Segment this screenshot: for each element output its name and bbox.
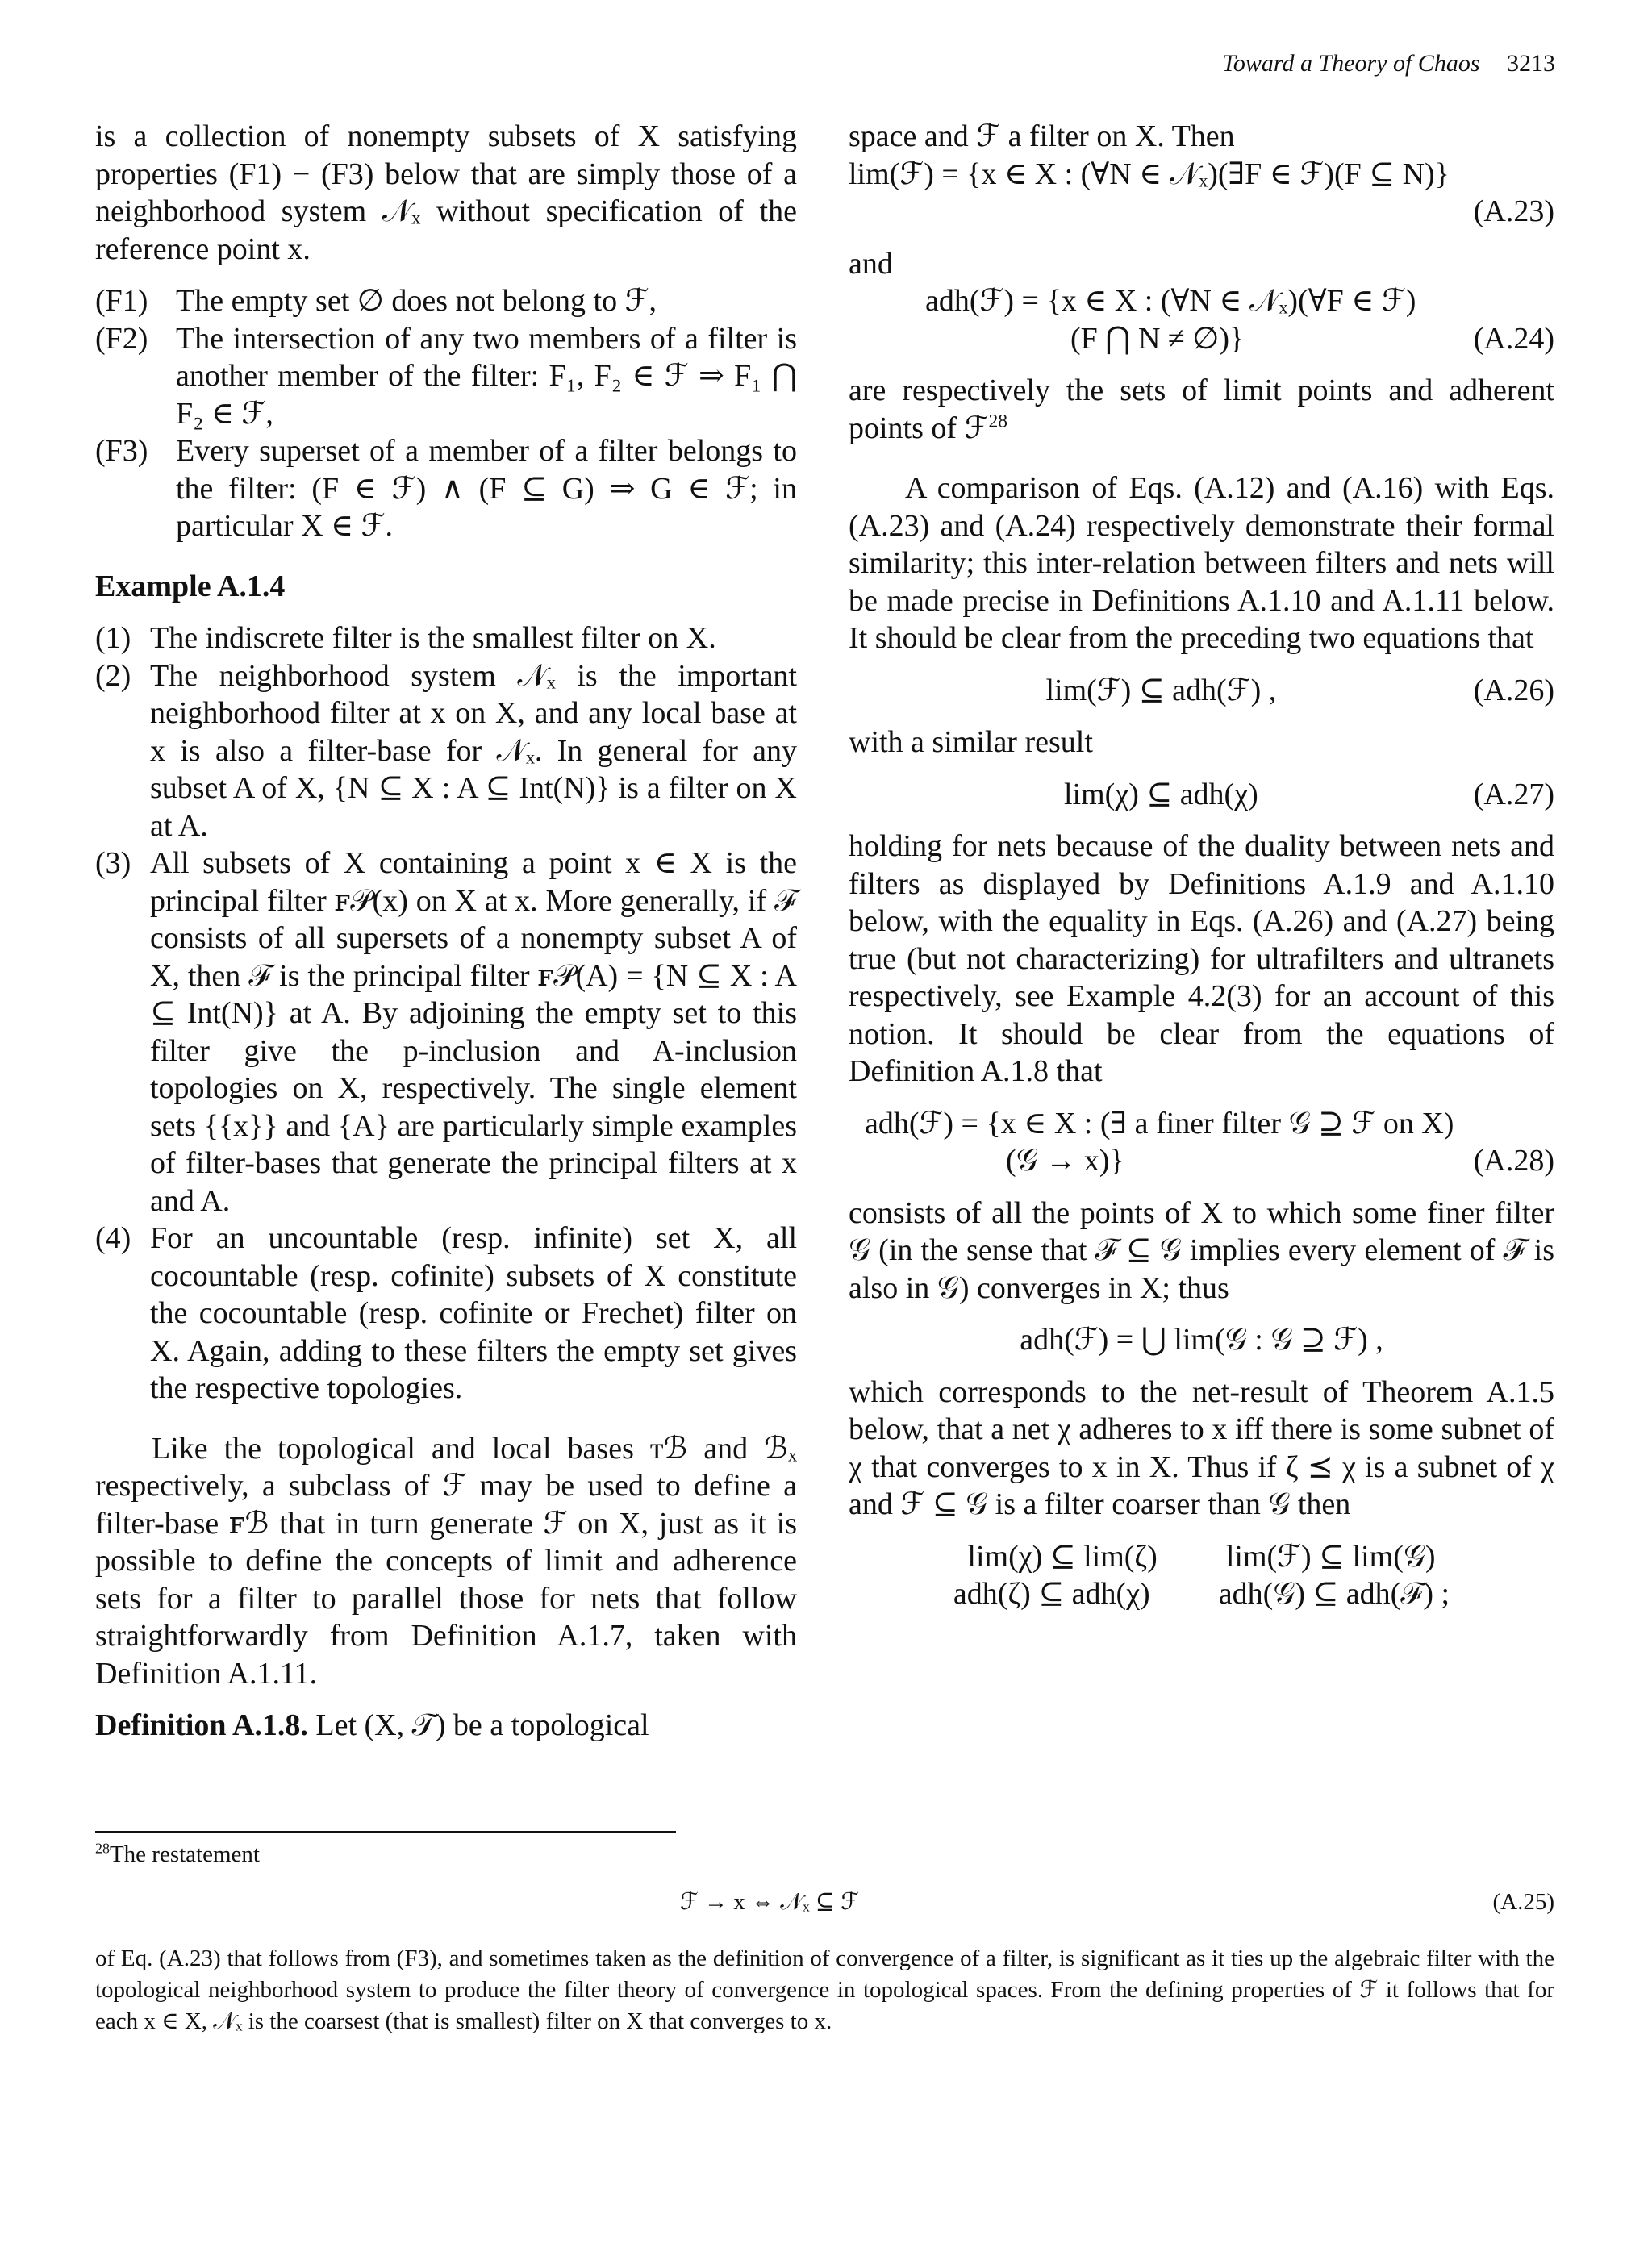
- footnote-rule: [95, 1831, 676, 1833]
- equation-number: (A.23): [1473, 194, 1554, 228]
- equation-a26: [849, 672, 1554, 710]
- equation-a28-line1: adh(ℱ) = {x ∈ X : (∃ a finer filter 𝒢 ⊇ ℱ on X): [865, 1106, 1454, 1141]
- equation-number: (A.26): [1473, 673, 1554, 707]
- and-text: and: [849, 246, 893, 281]
- example-text: The indiscrete filter is the smallest filter on X.: [150, 621, 716, 655]
- footnote-28: [95, 1839, 1554, 2037]
- equation-a23-body: lim(ℱ) = {x ∈ X : (∀N ∈ 𝒩ₓ)(∃F ∈ ℱ)(F ⊆ N)}: [849, 156, 1450, 191]
- filter-properties-list: [95, 282, 797, 545]
- limit-points-paragraph: [849, 372, 1554, 447]
- definition-label: Definition A.1.8.: [95, 1708, 308, 1742]
- example-label: (4): [95, 1221, 131, 1255]
- property-label: (F1): [95, 284, 148, 318]
- footnote-lead-line: [95, 1839, 1554, 1870]
- equation-a24-line1: adh(ℱ) = {x ∈ X : (∀N ∈ 𝒩ₓ)(∀F ∈ ℱ): [925, 284, 1416, 318]
- equation-a28: [849, 1105, 1554, 1180]
- footnote-number: 28: [95, 1840, 110, 1857]
- example-item: [95, 657, 797, 845]
- equation-number: (A.27): [1473, 777, 1554, 811]
- property-label: (F2): [95, 321, 148, 356]
- example-item: [95, 619, 797, 657]
- equation-number: (A.24): [1473, 321, 1554, 356]
- equation-a24: [849, 282, 1554, 357]
- limit-points-text: are respectively the sets of limit points and adherent points of ℱ: [849, 373, 1554, 445]
- equation-union: [849, 1321, 1554, 1359]
- duality-paragraph: holding for nets because of the duality between nets and filters as displayed by Definitions A.1.9 and A.1.10 below, with the equality in Eqs. (A.26) and (A.27) being true (but not characterizing) for ultrafilters and ultranets respectively, see Example 4.2(3) for an account of this notion. It should be clear from the equations of Definition A.1.8 that: [849, 829, 1554, 1088]
- equation-a25: [95, 1887, 1554, 1935]
- running-title: Toward a Theory of Chaos: [1221, 50, 1480, 77]
- comparison-paragraph: A comparison of Eqs. (A.12) and (A.16) with Eqs. (A.23) and (A.24) respectively demonstrate their formal similarity; this inter-relation between filters and nets will be made precise in Definitions A.1.10 and A.1.11 below. It should be clear from the preceding two equations that: [849, 471, 1554, 655]
- footnote-lead: The restatement: [109, 1841, 260, 1867]
- left-column: [95, 118, 797, 1745]
- equation-a24-line2: (F ⋂ N ≠ ∅)}: [1070, 321, 1245, 356]
- definition-paragraph: [95, 1707, 797, 1745]
- equation-pair-row: [849, 1575, 1554, 1613]
- footnote-text: of Eq. (A.23) that follows from (F3), and sometimes taken as the definition of convergence of a filter, is significant as it ties up the algebraic filter with the topological neighborhood system to produce the filter theory of convergence in topological spaces. From the defining properties of ℱ it follows that for each x ∈ X, 𝒩ₓ is the coarsest (that is smallest) filter on X that converges to x.: [95, 1945, 1554, 2034]
- bases-paragraph: Like the topological and local bases ᴛℬ and ℬₓ respectively, a subclass of ℱ may be used to define a filter-base ꜰℬ that in turn generate ℱ on X, just as it is possible to define the concepts of limit and adherence sets for a filter to parallel those for nets that follow straightforwardly from Definition A.1.7, taken with Definition A.1.11.: [95, 1431, 797, 1691]
- example-text: All subsets of X containing a point x ∈ X is the principal filter ꜰ𝒫(x) on X at x. More generally, if ℱ consists of all supersets of a nonempty subset A of X, then ℱ is the principal filter ꜰ𝒫(A) = {N ⊆ X : A ⊆ Int(N)} at A. By adjoining the empty set to this filter give the p-inclusion and A-inclusion topologies on X, respectively. The single element sets {{x}} and {A} are particularly simple examples of filter-bases that generate the principal filters at x and A.: [150, 846, 797, 1218]
- property-item: [95, 320, 797, 433]
- subnet-paragraph: which corresponds to the net-result of Theorem A.1.5 below, that a net χ adheres to x iff there is some subnet of χ that converges to x in X. Thus if ζ ⪯ χ is a subnet of χ and ℱ ⊆ 𝒢 is a filter coarser than 𝒢 then: [849, 1374, 1554, 1521]
- definition-continuation: space and ℱ a filter on X. Then: [849, 119, 1235, 153]
- example-label: (2): [95, 658, 131, 693]
- equation-pair-cell: lim(ℱ) ⊆ lim(𝒢): [1225, 1539, 1436, 1574]
- equation-a26-body: lim(ℱ) ⊆ adh(ℱ) ,: [1045, 673, 1277, 707]
- equation-a23: [849, 156, 1554, 231]
- equation-a25-body: ℱ → x ⇔ 𝒩ₓ ⊆ ℱ: [680, 1889, 860, 1915]
- example-heading: Example A.1.4: [95, 569, 286, 603]
- example-text: The neighborhood system 𝒩ₓ is the important neighborhood filter at x on X, and any local base at x is also a filter-base for 𝒩ₓ. In general for any subset A of X, {N ⊆ X : A ⊆ Int(N)} is a filter on X at A.: [150, 658, 797, 843]
- equation-number: (A.25): [1492, 1889, 1554, 1915]
- example-item: [95, 844, 797, 1220]
- equation-number: (A.28): [1473, 1144, 1554, 1178]
- property-text: The intersection of any two members of a filter is another member of the filter: F₁, F₂ ∈ ℱ ⇒ F₁ ⋂ F₂ ∈ ℱ,: [176, 321, 797, 431]
- equation-a27-body: lim(χ) ⊆ adh(χ): [1064, 777, 1258, 811]
- example-item: [95, 1220, 797, 1408]
- equation-pair-row: [849, 1538, 1554, 1576]
- equation-union-body: adh(ℱ) = ⋃ lim(𝒢 : 𝒢 ⊇ ℱ) ,: [1020, 1323, 1383, 1357]
- running-header: [1222, 50, 1555, 77]
- page-number: 3213: [1507, 50, 1555, 77]
- finer-filter-paragraph: consists of all the points of X to which some finer filter 𝒢 (in the sense that ℱ ⊆ 𝒢 implies every element of ℱ is also in 𝒢) converges in X; thus: [849, 1195, 1554, 1305]
- example-text: For an uncountable (resp. infinite) set X, all cocountable (resp. cofinite) subsets of X constitute the cocountable (resp. cofinite or Frechet) filter on X. Again, adding to these filters the empty set gives the respective topologies.: [150, 1221, 797, 1405]
- similar-result-text: with a similar result: [849, 725, 1093, 759]
- equation-pair-block: [849, 1538, 1554, 1613]
- equation-pair-cell: adh(ζ) ⊆ adh(χ): [953, 1577, 1150, 1611]
- property-text: Every superset of a member of a filter belongs to the filter: (F ∈ ℱ) ∧ (F ⊆ G) ⇒ G ∈ ℱ; in particular X ∈ ℱ.: [176, 434, 797, 543]
- definition-text: Let (X, 𝒯) be a topological: [315, 1708, 649, 1742]
- examples-list: [95, 619, 797, 1408]
- example-label: (1): [95, 621, 131, 655]
- property-item: [95, 282, 797, 320]
- equation-a27: [849, 776, 1554, 814]
- example-label: (3): [95, 846, 131, 880]
- property-label: (F3): [95, 434, 148, 468]
- equation-a28-line2: (𝒢 → x)}: [1006, 1144, 1124, 1178]
- property-item: [95, 432, 797, 545]
- right-column: [849, 118, 1554, 1613]
- property-text: The empty set ∅ does not belong to ℱ,: [176, 284, 657, 318]
- intro-paragraph: is a collection of nonempty subsets of X satisfying properties (F1) − (F3) below that are simply those of a neighborhood system 𝒩ₓ without specification of the reference point x.: [95, 119, 797, 266]
- footnote-marker[interactable]: 28: [988, 410, 1007, 432]
- equation-pair-cell: lim(χ) ⊆ lim(ζ): [967, 1539, 1158, 1574]
- equation-pair-cell: adh(𝒢) ⊆ adh(ℱ) ;: [1218, 1577, 1450, 1611]
